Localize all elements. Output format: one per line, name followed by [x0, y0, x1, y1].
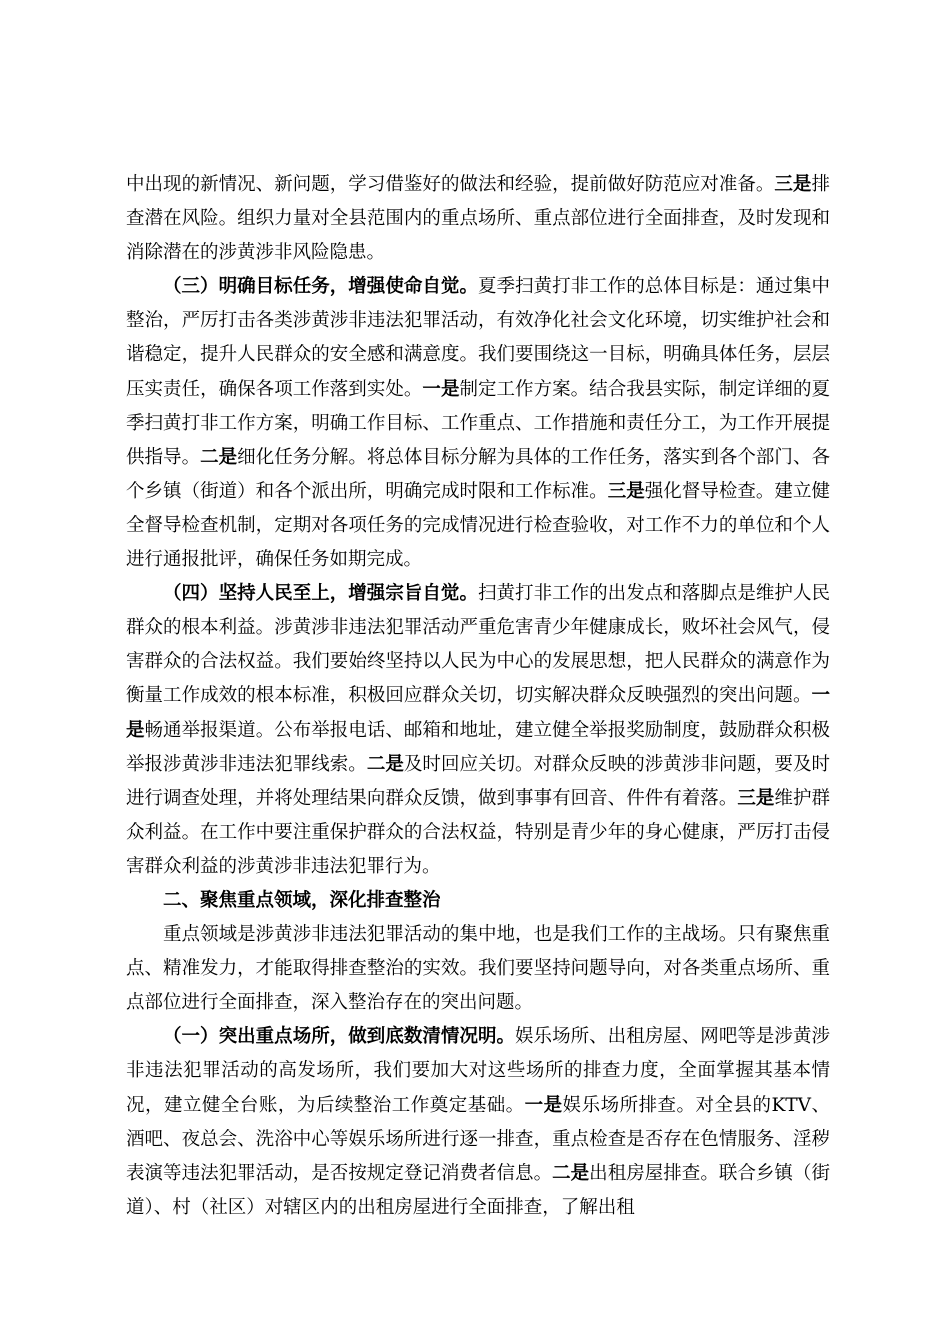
text-run: 排查潜在风险。组织力量对全县范围内的重点场所、重点部位进行全面排查，及时发现和消除潜在的涉黄涉非风险隐患。 — [126, 174, 830, 264]
bold-run: 二是 — [200, 446, 238, 468]
paragraph-1 — [126, 168, 830, 270]
text-run: 及时回应关切。对群众反映的涉黄涉非问题，要及时进行调查处理，并将处理结果向群众反馈，做到事事有回音、件件有着落。 — [126, 753, 830, 809]
bold-run: 一是 — [422, 378, 460, 400]
bold-run: 三是 — [737, 787, 775, 809]
paragraph-5 — [126, 918, 830, 1020]
text-run: 娱乐场所排查。对全县的KTV、酒吧、夜总会、洗浴中心等娱乐场所进行逐一排查，重点检查是否存在色情服务、淫秽表演等违法犯罪活动，是否按规定登记消费者信息。 — [126, 1094, 830, 1184]
section-heading: （一）突出重点场所，做到底数清情况明。 — [163, 1026, 516, 1048]
text-run: 娱乐场所、出租房屋、网吧等是涉黄涉非违法犯罪活动的高发场所，我们要加大对这些场所的排查力度，全面掌握其基本情况，建立健全台账，为后续整治工作奠定基础。 — [126, 1026, 830, 1116]
section-heading: （四）坚持人民至上，增强宗旨自觉。 — [163, 583, 478, 605]
bold-run: 二是 — [552, 1162, 590, 1184]
paragraph-3 — [126, 577, 830, 884]
text-run: 细化任务分解。将总体目标分解为具体的工作任务，落实到各个部门、各个乡镇（街道）和各个派出所，明确完成时限和工作标准。 — [126, 446, 830, 502]
bold-run: 一是 — [524, 1094, 563, 1116]
text-run: 扫黄打非工作的出发点和落脚点是维护人民群众的根本利益。涉黄涉非违法犯罪活动严重危害青少年健康成长，败坏社会风气，侵害群众的合法权益。我们要始终坚持以人民为中心的发展思想，把人民群众的满意作为衡量工作成效的根本标准，积极回应群众关切，切实解决群众反映强烈的突出问题。 — [126, 583, 830, 707]
text-run: 重点领域是涉黄涉非违法犯罪活动的集中地，也是我们工作的主战场。只有聚焦重点、精准发力，才能取得排查整治的实效。我们要坚持问题导向，对各类重点场所、重点部位进行全面排查，深入整治存在的突出问题。 — [126, 924, 830, 1014]
chapter-heading — [126, 884, 830, 918]
bold-run: 二是 — [366, 753, 404, 775]
chapter-heading-text: 二、聚焦重点领域，深化排查整治 — [163, 889, 441, 911]
bold-run: 三是 — [607, 480, 645, 502]
text-run: 制定工作方案。结合我县实际，制定详细的夏季扫黄打非工作方案，明确工作目标、工作重点、工作措施和责任分工，为工作开展提供指导。 — [126, 378, 830, 468]
text-run: 中出现的新情况、新问题，学习借鉴好的做法和经验，提前做好防范应对准备。 — [126, 174, 775, 195]
paragraph-6 — [126, 1020, 830, 1225]
text-run: 维护群众利益。在工作中要注重保护群众的合法权益，特别是青少年的身心健康，严厉打击侵害群众利益的涉黄涉非违法犯罪行为。 — [126, 787, 830, 877]
text-run: 出租房屋排查。联合乡镇（街道）、村（社区）对辖区内的出租房屋进行全面排查，了解出租 — [126, 1162, 830, 1218]
paragraph-2 — [126, 270, 830, 577]
text-run: 强化督导检查。建立健全督导检查机制，定期对各项任务的完成情况进行检查验收，对工作不力的单位和个人进行通报批评，确保任务如期完成。 — [126, 480, 830, 571]
bold-run: 三是 — [774, 174, 812, 195]
text-run: 夏季扫黄打非工作的总体目标是：通过集中整治，严厉打击各类涉黄涉非违法犯罪活动，有效净化社会文化环境，切实维护社会和谐稳定，提升人民群众的安全感和满意度。我们要围绕这一目标，明确具体任务，层层压实责任，确保各项工作落到实处。 — [126, 276, 830, 400]
text-run: 畅通举报渠道。公布举报电话、邮箱和地址，建立健全举报奖励制度，鼓励群众积极举报涉黄涉非违法犯罪线索。 — [126, 719, 830, 775]
document-body — [126, 168, 830, 1225]
bold-run: 一是 — [126, 685, 830, 741]
section-heading: （三）明确目标任务，增强使命自觉。 — [163, 276, 478, 298]
